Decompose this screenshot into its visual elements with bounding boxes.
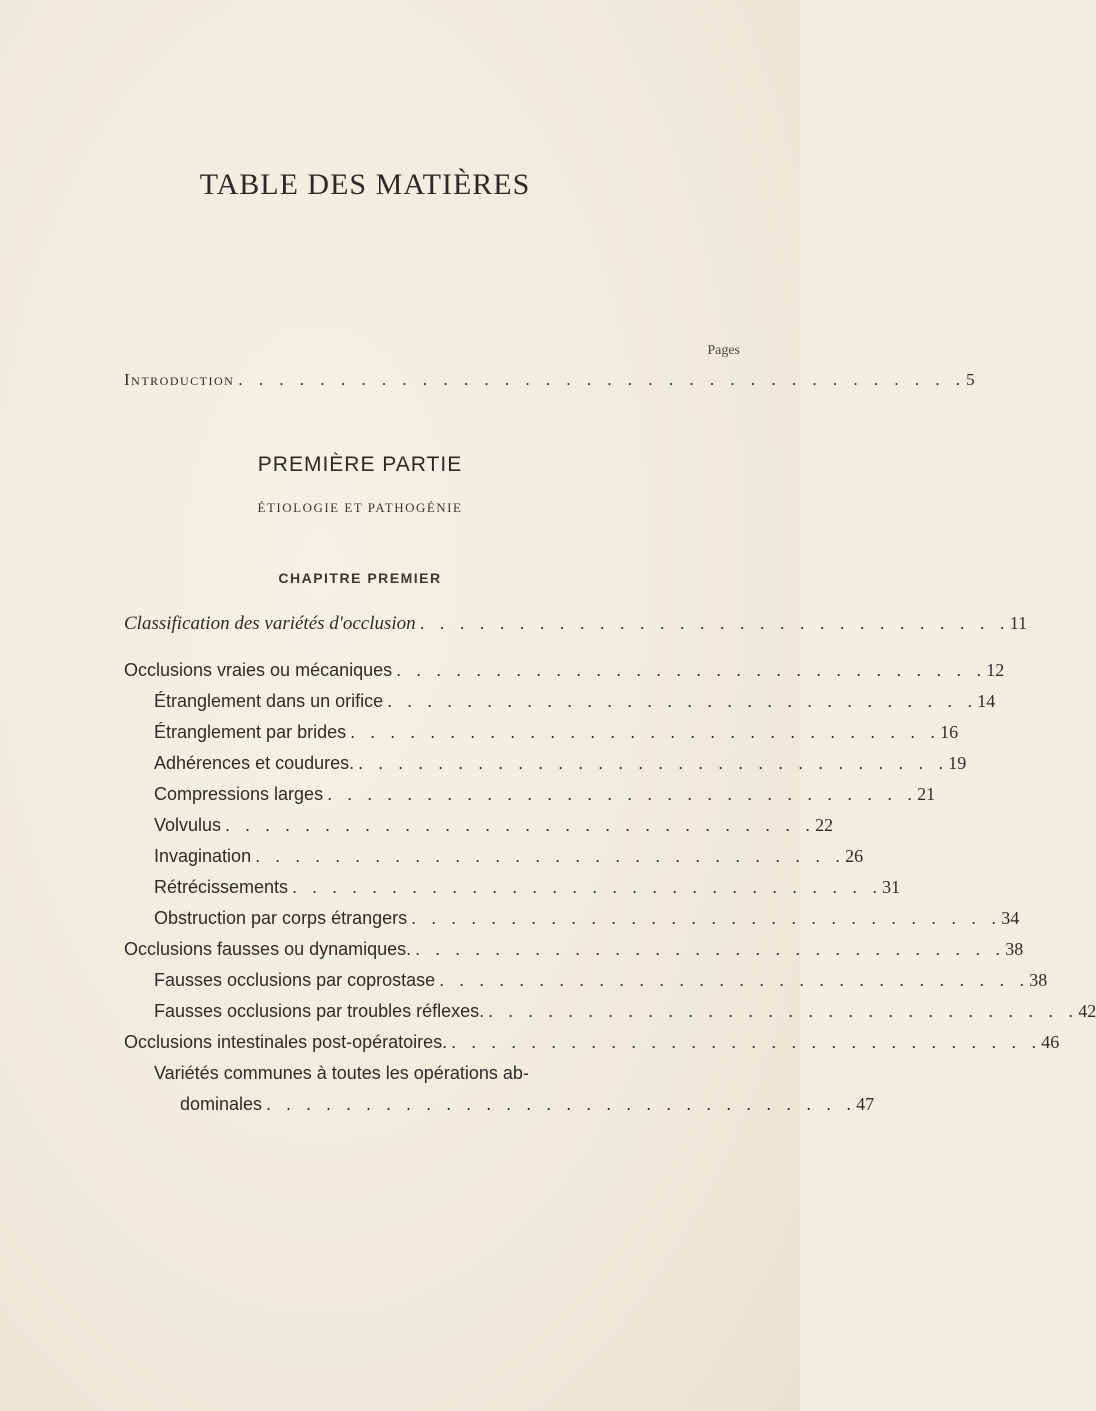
- toc-entry: [124, 939, 1024, 970]
- toc-entry: [124, 753, 967, 784]
- toc-entry-introduction: [124, 370, 977, 390]
- leader-dots: . . . . . . . . . . . . . . . . . . . . . . . . . . . . . .: [387, 691, 978, 711]
- leader-dots: . . . . . . . . . . . . . . . . . . . . . . . . . . . . . .: [488, 1001, 1079, 1021]
- leader-dots: . . . . . . . . . . . . . . . . . . . . . . . . . . . . . .: [255, 846, 846, 866]
- toc-entry-label: Introduction: [124, 370, 235, 389]
- page-title: TABLE DES MATIÈRES: [199, 168, 531, 201]
- toc-entry-page: 12: [986, 660, 1005, 680]
- toc-entry-label: Classification des variétés d'occlusion: [124, 613, 416, 634]
- toc-entry: [124, 691, 996, 722]
- toc-entry: [124, 815, 834, 846]
- leader-dots: . . . . . . . . . . . . . . . . . . . . . . . . . . . . . .: [451, 1032, 1042, 1052]
- toc-entry-label: Volvulus: [154, 815, 222, 835]
- toc-entry-label: Étranglement dans un orifice: [154, 691, 384, 711]
- toc-entry: [124, 660, 1005, 691]
- toc-entry: [124, 908, 1020, 939]
- spacer: [124, 644, 721, 660]
- part-subtitle: ÉTIOLOGIE ET PATHOGÉNIE: [257, 500, 463, 515]
- toc-entry: [124, 784, 936, 815]
- toc-list: [124, 613, 1096, 1125]
- toc-entry: [124, 722, 959, 753]
- toc-entry-page: 14: [977, 691, 996, 711]
- leader-dots: . . . . . . . . . . . . . . . . . . . . . . . . . . . . . .: [396, 660, 987, 680]
- toc-entry: [124, 877, 901, 908]
- leader-dots: . . . . . . . . . . . . . . . . . . . . . . . . . . . . . .: [327, 784, 918, 804]
- toc-entry-wrapped-line: Variétés communes à toutes les opérations ab-: [154, 1063, 529, 1083]
- toc-entry-label: Fausses occlusions par troubles réflexes.: [154, 1001, 485, 1021]
- leader-dots: . . . . . . . . . . . . . . . . . . . . . . . . . . . . . .: [439, 970, 1030, 990]
- toc-entry-page: 11: [1009, 613, 1028, 633]
- leader-dots: . . . . . . . . . . . . . . . . . . . . . . . . . . . . . .: [292, 877, 883, 897]
- toc-entry-label: dominales: [180, 1094, 263, 1114]
- toc-entry-label: Occlusions intestinales post-opératoires.: [124, 1032, 448, 1052]
- leader-dots: . . . . . . . . . . . . . . . . . . . . . . . . . . . . . . . . . . . .: [238, 370, 967, 389]
- toc-entry: [124, 1094, 875, 1125]
- toc-entry-page: 38: [1005, 939, 1024, 959]
- toc-entry-page: 5: [966, 370, 977, 389]
- toc-entry-label: Adhérences et coudures.: [154, 753, 355, 773]
- toc-entry-page: 26: [845, 846, 864, 866]
- toc-entry-page: 16: [940, 722, 959, 742]
- leader-dots: . . . . . . . . . . . . . . . . . . . . . . . . . . . . . .: [225, 815, 816, 835]
- leader-dots: . . . . . . . . . . . . . . . . . . . . . . . . . . . . . .: [266, 1094, 857, 1114]
- leader-dots: . . . . . . . . . . . . . . . . . . . . . . . . . . . . . .: [358, 753, 949, 773]
- leader-dots: . . . . . . . . . . . . . . . . . . . . . . . . . . . . . .: [419, 613, 1010, 633]
- toc-entry-page: 38: [1029, 970, 1048, 990]
- leader-dots: . . . . . . . . . . . . . . . . . . . . . . . . . . . . . .: [415, 939, 1006, 959]
- toc-entry: [124, 1032, 1060, 1063]
- toc-entry-label: Compressions larges: [154, 784, 324, 804]
- toc-entry: [124, 613, 1028, 644]
- toc-entry: [124, 846, 864, 877]
- toc-entry-label: Étranglement par brides: [154, 722, 347, 742]
- toc-entry-page: 19: [948, 753, 967, 773]
- part-title: PREMIÈRE PARTIE: [257, 453, 463, 476]
- chapter-title: CHAPITRE PREMIER: [278, 570, 442, 586]
- toc-entry-label: Invagination: [154, 846, 252, 866]
- toc-entry-label: Occlusions fausses ou dynamiques.: [124, 939, 412, 959]
- leader-dots: . . . . . . . . . . . . . . . . . . . . . . . . . . . . . .: [350, 722, 941, 742]
- toc-entry-page: 22: [815, 815, 834, 835]
- pages-column-header: Pages: [707, 343, 740, 358]
- leader-dots: . . . . . . . . . . . . . . . . . . . . . . . . . . . . . .: [411, 908, 1002, 928]
- toc-entry-page: 42: [1078, 1001, 1096, 1021]
- toc-entry-label: Fausses occlusions par coprostase: [154, 970, 436, 990]
- toc-entry-page: 31: [882, 877, 901, 897]
- toc-entry-page: 34: [1001, 908, 1020, 928]
- toc-entry: [124, 1001, 1096, 1032]
- toc-entry-label: Obstruction par corps étrangers: [154, 908, 408, 928]
- toc-entry-page: 46: [1041, 1032, 1060, 1052]
- toc-entry-page: 21: [917, 784, 936, 804]
- toc-entry-label: Occlusions vraies ou mécaniques: [124, 660, 393, 680]
- toc-entry: [124, 970, 1048, 1001]
- toc-entry-page: 47: [856, 1094, 875, 1114]
- toc-entry-label: Rétrécissements: [154, 877, 289, 897]
